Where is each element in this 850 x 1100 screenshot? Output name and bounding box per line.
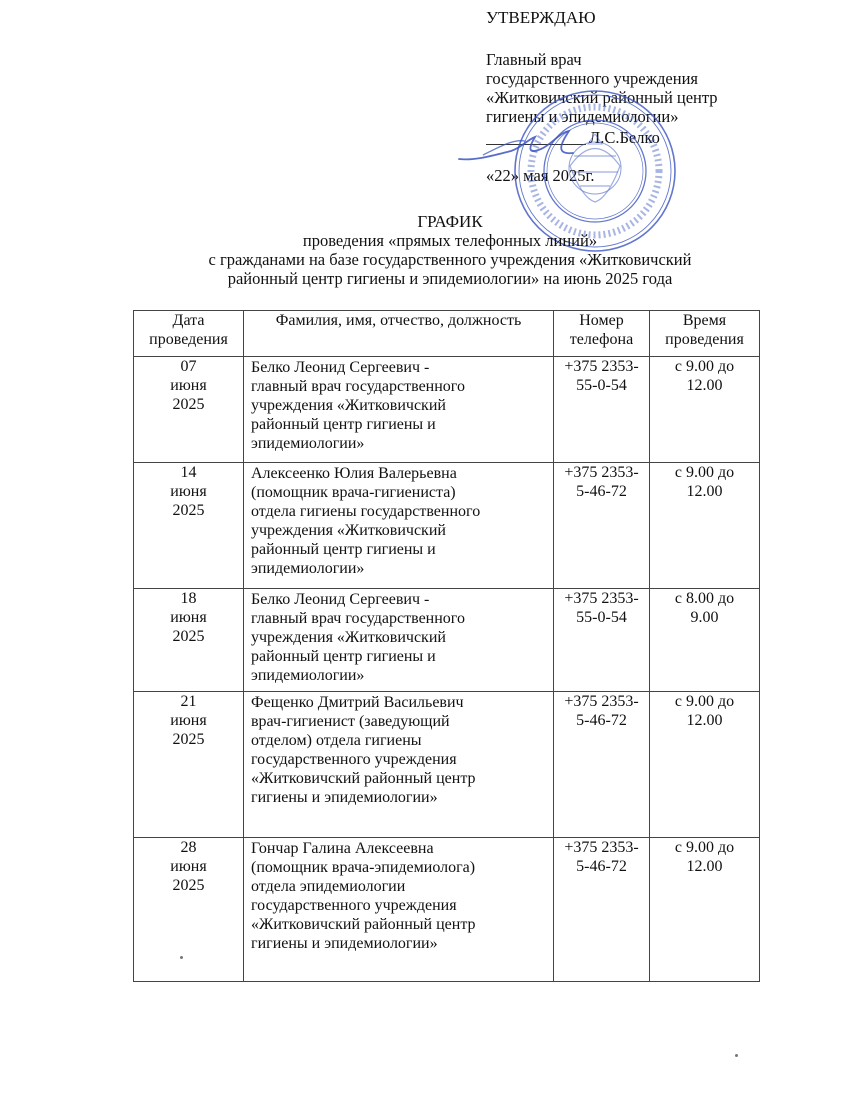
header-person: Фамилия, имя, отчество, должность xyxy=(244,311,554,357)
cell-line: эпидемиологии» xyxy=(251,560,365,577)
cell-line: 28 xyxy=(180,839,197,856)
time-cell xyxy=(650,692,760,838)
title-line: с гражданами на базе государственного учреждения «Житковичский xyxy=(208,250,692,269)
cell-line: с 9.00 до xyxy=(674,358,735,375)
cell-line: эпидемиологии» xyxy=(251,667,365,684)
cell-line: 12.00 xyxy=(686,712,723,729)
table-row xyxy=(134,589,760,692)
cell-line: 2025 xyxy=(172,731,205,748)
cell-line: 12.00 xyxy=(686,858,723,875)
table-row xyxy=(134,463,760,589)
cell-line: отделом) отдела гигиены xyxy=(251,732,422,749)
header-date: Дата проведения xyxy=(134,311,244,357)
date-cell xyxy=(134,589,244,692)
cell-line: 07 xyxy=(180,358,197,375)
date-cell xyxy=(134,838,244,982)
cell-line: районный центр гигиены и xyxy=(251,648,436,665)
cell-line: с 9.00 до xyxy=(674,464,735,481)
cell-line: главный врач государственного xyxy=(251,378,465,395)
cell-line: учреждения «Житковичский xyxy=(251,397,446,414)
cell-line: +375 2353- xyxy=(564,693,639,710)
cell-line: с 9.00 до xyxy=(674,839,735,856)
cell-line: 9.00 xyxy=(690,609,719,626)
cell-line: гигиены и эпидемиологии» xyxy=(251,935,438,952)
time-cell xyxy=(650,357,760,463)
cell-line: «Житковичский районный центр xyxy=(251,916,476,933)
phone-cell xyxy=(554,692,650,838)
time-cell xyxy=(650,589,760,692)
cell-line: +375 2353- xyxy=(564,464,639,481)
cell-line: отдела гигиены государственного xyxy=(251,503,481,520)
handwritten-signature xyxy=(455,125,580,175)
cell-line: районный центр гигиены и xyxy=(251,541,436,558)
date-cell xyxy=(134,463,244,589)
approval-line: гигиены и эпидемиологии» xyxy=(486,107,679,126)
cell-line: районный центр гигиены и xyxy=(251,416,436,433)
document-title xyxy=(100,212,800,288)
cell-line: гигиены и эпидемиологии» xyxy=(251,789,438,806)
approval-line: «Житковичский районный центр xyxy=(486,88,718,107)
approval-line: государственного учреждения xyxy=(486,69,698,88)
cell-line: отдела эпидемиологии xyxy=(251,878,406,895)
date-cell xyxy=(134,692,244,838)
cell-line: (помощник врача-эпидемиолога) xyxy=(251,859,476,876)
phone-cell xyxy=(554,463,650,589)
cell-line: 12.00 xyxy=(686,377,723,394)
table-header-row xyxy=(134,311,760,357)
table-row xyxy=(134,838,760,982)
approval-line: Главный врач xyxy=(486,50,582,69)
person-cell xyxy=(244,692,554,838)
cell-line: июня xyxy=(170,377,207,394)
cell-line: июня xyxy=(170,858,207,875)
cell-line: 2025 xyxy=(172,396,205,413)
cell-line: 5-46-72 xyxy=(576,483,627,500)
schedule-table xyxy=(133,310,760,982)
cell-line: +375 2353- xyxy=(564,590,639,607)
signatory-name: Л.С.Белко xyxy=(589,128,660,147)
cell-line: Алексеенко Юлия Валерьевна xyxy=(251,465,457,482)
cell-line: «Житковичский районный центр xyxy=(251,770,476,787)
cell-line: 2025 xyxy=(172,628,205,645)
cell-line: государственного учреждения xyxy=(251,897,457,914)
cell-line: учреждения «Житковичский xyxy=(251,522,446,539)
phone-cell xyxy=(554,838,650,982)
cell-line: июня xyxy=(170,712,207,729)
cell-line: 55-0-54 xyxy=(576,609,627,626)
header-phone: Номер телефона xyxy=(554,311,650,357)
cell-line: врач-гигиенист (заведующий xyxy=(251,713,450,730)
person-cell xyxy=(244,838,554,982)
cell-line: 18 xyxy=(180,590,197,607)
approval-date: «22» мая 2025г. xyxy=(486,166,595,185)
cell-line: июня xyxy=(170,483,207,500)
cell-line: 5-46-72 xyxy=(576,712,627,729)
cell-line: с 9.00 до xyxy=(674,693,735,710)
cell-line: 55-0-54 xyxy=(576,377,627,394)
title-line: проведения «прямых телефонных линий» xyxy=(302,231,598,250)
cell-line: 14 xyxy=(180,464,197,481)
cell-line: Белко Леонид Сергеевич - xyxy=(251,359,430,376)
cell-line: государственного учреждения xyxy=(251,751,457,768)
person-cell xyxy=(244,357,554,463)
cell-line: Фещенко Дмитрий Васильевич xyxy=(251,694,464,711)
approval-heading: УТВЕРЖДАЮ xyxy=(486,8,596,27)
person-cell xyxy=(244,589,554,692)
header-time: Время проведения xyxy=(650,311,760,357)
cell-line: 2025 xyxy=(172,877,205,894)
cell-line: с 8.00 до xyxy=(674,590,735,607)
table-row xyxy=(134,357,760,463)
cell-line: 21 xyxy=(180,693,197,710)
cell-line: Гончар Галина Алексеевна xyxy=(251,840,434,857)
time-cell xyxy=(650,463,760,589)
table-row xyxy=(134,692,760,838)
title-heading: ГРАФИК xyxy=(417,212,483,231)
cell-line: июня xyxy=(170,609,207,626)
cell-line: (помощник врача-гигиениста) xyxy=(251,484,456,501)
time-cell xyxy=(650,838,760,982)
cell-line: Белко Леонид Сергеевич - xyxy=(251,591,430,608)
cell-line: эпидемиологии» xyxy=(251,435,365,452)
scan-speck xyxy=(180,956,183,959)
cell-line: 12.00 xyxy=(686,483,723,500)
cell-line: +375 2353- xyxy=(564,839,639,856)
scan-speck xyxy=(735,1054,738,1057)
person-cell xyxy=(244,463,554,589)
date-cell xyxy=(134,357,244,463)
title-line: районный центр гигиены и эпидемиологии» на июнь 2025 года xyxy=(227,269,673,288)
cell-line: +375 2353- xyxy=(564,358,639,375)
cell-line: главный врач государственного xyxy=(251,610,465,627)
cell-line: 2025 xyxy=(172,502,205,519)
phone-cell xyxy=(554,357,650,463)
cell-line: учреждения «Житковичский xyxy=(251,629,446,646)
cell-line: 5-46-72 xyxy=(576,858,627,875)
phone-cell xyxy=(554,589,650,692)
